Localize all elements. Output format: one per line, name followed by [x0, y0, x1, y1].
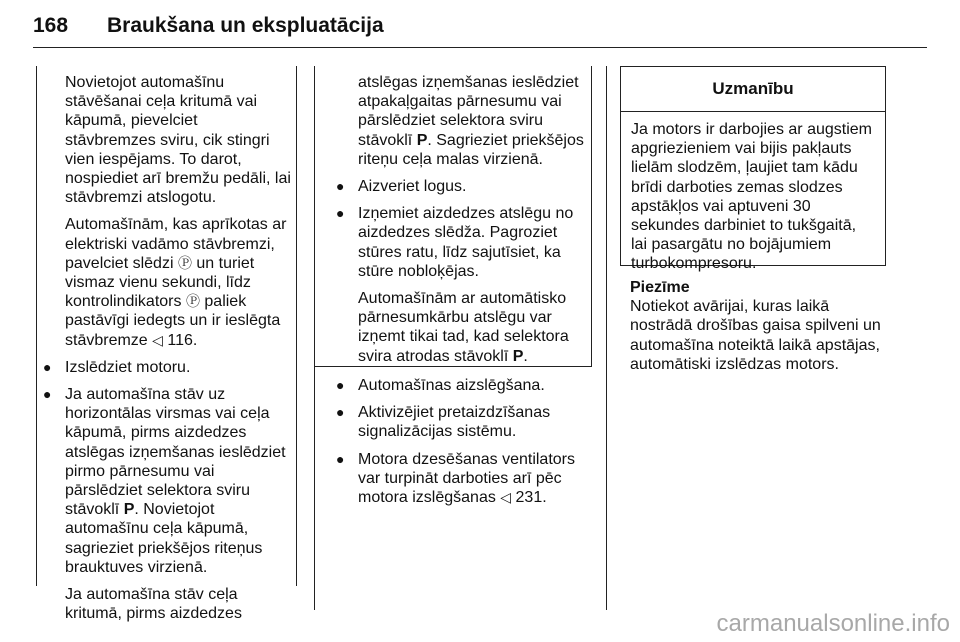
col2-bullet-list-a [334, 177, 588, 281]
page-header [33, 14, 927, 54]
col1-p2-text-b: un turiet vismaz vienu sekundi, līdz kontrolindikators [65, 254, 255, 311]
bullet-icon: ● [43, 358, 52, 375]
gear-position-p: P [416, 131, 428, 149]
list-item-text: Automašīnas aizslēgšana. [358, 377, 545, 394]
col2-paragraph-1 [334, 73, 588, 169]
list-item [41, 358, 291, 377]
col1-paragraph-1: Novietojot automašīnu stāvēšanai ceļa kritumā vai kāpumā, pievelciet stāvbremzes sviru, cik stingri vien iespējams. To darot, nospiediet arī bremžu pedāli, lai stāvbremzi atslogotu. [65, 74, 291, 207]
bullet-icon: ● [336, 377, 345, 393]
col1-right-rule [296, 66, 297, 586]
warning-text: Ja motors ir darbojies ar augstiem apgriezieniem vai bijis pakļauts lielām slodzēm, ļaujiet tam kādu brīdi darboties zemas slodzes apstākļos vai aptuveni 30 sekundes darbiniet to tukšgaitā, lai pasargātu no bojājumiem turbokompresoru. [631, 121, 872, 273]
page-ref-link[interactable]: 116. [167, 331, 198, 349]
column-2-lower [334, 376, 594, 515]
col1-paragraph-2 [41, 215, 291, 349]
list-item-text: Izslēdziet motoru. [65, 358, 191, 376]
col1-bullet-list [41, 358, 291, 577]
list-item-text: Aizveriet logus. [358, 178, 467, 196]
watermark: carmanualsonline.info [716, 610, 950, 637]
column-1 [41, 73, 291, 631]
parking-indicator-icon: Ⓟ [185, 293, 200, 310]
list-item-text-cont: . Novietojot automašīnu ceļa kāpumā, sagrieziet priekšējos riteņus brauktuves virzienā. [65, 501, 263, 576]
note-title: Piezīme [630, 279, 690, 296]
col2-p2-text-b: . [523, 347, 528, 365]
list-item-text: Izņemiet aizdedzes atslēgu no aizdedzes slēdža. Pagroziet stūres ratu, līdz sajutīsiet, ka stūre nobloķējas. [358, 205, 574, 280]
list-item [334, 450, 594, 508]
list-item [41, 385, 291, 577]
list-item [334, 376, 594, 395]
chapter-title: Braukšana un ekspluatācija [107, 14, 384, 37]
parking-switch-icon: Ⓟ [177, 254, 192, 271]
warning-title: Uzmanību [621, 67, 885, 112]
note-text: Notiekot avārijai, kuras laikā nostrādā drošības gaisa spilveni un automašīna noteiktā laikā apstājas, automātiski izslēdzas motors. [630, 298, 881, 373]
list-item [334, 403, 594, 441]
bullet-icon: ● [336, 205, 345, 222]
list-item-text: Motora dzesēšanas ventilators var turpināt darboties arī pēc motora izslēgšanas [358, 450, 575, 507]
col1-left-rule [36, 66, 37, 586]
col2-p1-text-b: . Sagrieziet priekšējos riteņu ceļa malas virzienā. [358, 131, 584, 168]
column-2-box [334, 73, 588, 374]
list-item [334, 204, 588, 281]
bullet-icon: ● [336, 450, 345, 467]
gear-position-p: P [512, 347, 524, 365]
list-item-text: Aktivizējiet pretaizdzīšanas signalizācijas sistēmu. [358, 404, 551, 441]
col2-box-right-rule [591, 66, 592, 366]
col2-p2-text-a: Automašīnām ar automātisko pārnesumkārbu atslēgu var izņemt tikai tad, kad selektora svira atrodas stāvoklī [358, 290, 569, 365]
note-block [630, 278, 892, 374]
col3-left-rule [606, 66, 607, 610]
bullet-icon: ● [336, 404, 345, 421]
list-item [334, 177, 588, 196]
header-rule [33, 47, 927, 48]
col1-paragraph-3: Ja automašīna stāv ceļa kritumā, pirms aizdedzes [65, 586, 242, 623]
page-number: 168 [33, 14, 69, 37]
bullet-icon: ● [336, 178, 345, 195]
col1-p2-text-c: paliek pastāvīgi iedegts un ir ieslēgta stāvbremze [65, 293, 281, 349]
page-ref-arrow-icon: ◁ [500, 489, 512, 506]
warning-box [620, 66, 886, 273]
col2-paragraph-2 [334, 289, 588, 366]
col2-bullet-list-b [334, 376, 594, 507]
col2-left-rule [314, 66, 315, 610]
gear-position-p: P [123, 501, 135, 519]
list-item-text: Ja automašīna stāv uz horizontālas virsmas vai ceļa kāpumā, pirms aizdedzes atslēgas izņemšanas ieslēdziet pirmo pārnesumu vai pārslēdziet selektora sviru stāvoklī [65, 386, 286, 519]
page-ref-link[interactable]: 231. [515, 489, 547, 507]
bullet-icon: ● [43, 386, 52, 403]
page-ref-arrow-icon: ◁ [152, 331, 163, 348]
col2-p1-text-a: atslēgas izņemšanas ieslēdziet atpakaļgaitas pārnesumu vai pārslēdziet selektora sviru stāvoklī [358, 74, 579, 149]
col1-p2-text-a: Automašīnām, kas aprīkotas ar elektriski vadāmo stāvbremzi, pavelciet slēdzi [65, 216, 287, 272]
